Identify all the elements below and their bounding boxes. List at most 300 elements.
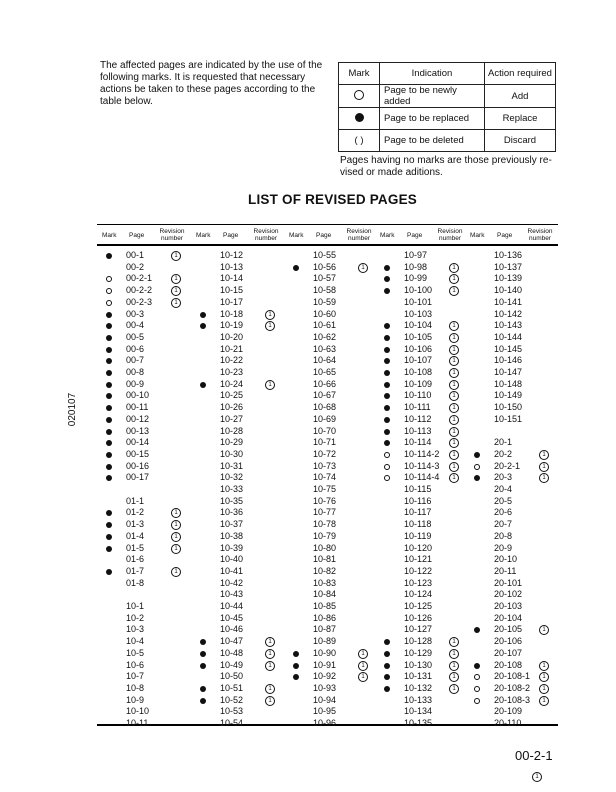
- page-entry: 10-100: [404, 285, 433, 296]
- revision-number: 1: [265, 661, 275, 671]
- replace-dot-icon: [474, 663, 480, 669]
- page-entry: 10-57: [313, 273, 337, 284]
- page-entry: 00-2-2: [126, 285, 153, 296]
- page-entry: 10-40: [220, 554, 244, 565]
- page-entry: 10-141: [494, 296, 523, 307]
- page-entry: 20-110: [494, 718, 522, 728]
- revision-number: 1: [171, 520, 181, 530]
- page-entry: 10-122: [404, 565, 433, 576]
- replace-dot-icon: [384, 358, 390, 364]
- revision-number: 1: [449, 684, 459, 694]
- replace-dot-icon: [200, 651, 206, 657]
- revision-number: 1: [539, 696, 549, 706]
- revision-number: 1: [265, 310, 275, 320]
- page-entry: 10-94: [313, 694, 337, 705]
- revision-number: 1: [539, 450, 549, 460]
- page-entry: 10-45: [220, 612, 244, 623]
- replace-dot-icon: [384, 276, 390, 282]
- page-entry: 00-12: [126, 413, 150, 424]
- page-entry: 10-68: [313, 402, 337, 413]
- added-ring-icon: [474, 674, 480, 680]
- page-entry: 10-136: [494, 250, 523, 260]
- page-entry: 10-146: [494, 355, 523, 366]
- page-entry: 10-84: [313, 589, 337, 600]
- page-entry: 10-56: [313, 261, 337, 272]
- page-entry: 10-110: [404, 390, 432, 401]
- page-entry: 00-7: [126, 355, 145, 366]
- page-entry: 10-104: [404, 320, 433, 331]
- page-entry: 10-42: [220, 577, 244, 588]
- page-entry: 10-92: [313, 671, 337, 682]
- page-entry: 10-87: [313, 624, 337, 635]
- page-entry: 10-30: [220, 448, 244, 459]
- marks-row-replace: [339, 108, 556, 130]
- revision-number: 1: [449, 672, 459, 682]
- added-ring-icon: [106, 288, 112, 294]
- revision-number: 1: [539, 684, 549, 694]
- page-entry: 10-44: [220, 601, 244, 611]
- page-entry: 20-106: [494, 636, 523, 647]
- replace-dot-icon: [106, 464, 112, 470]
- page-entry: 10-62: [313, 331, 337, 342]
- page-entry: 10-22: [220, 355, 244, 366]
- page-entry: 10-28: [220, 425, 244, 436]
- revision-number: 1: [449, 661, 459, 671]
- revision-number: 1: [449, 637, 459, 647]
- page-entry: 01-7: [126, 565, 145, 576]
- page-entry: 10-150: [494, 402, 523, 413]
- replace-dot-icon: [106, 429, 112, 435]
- column-header-mark: Mark: [102, 232, 117, 239]
- page-entry: 10-85: [313, 601, 337, 611]
- revision-number: 1: [449, 345, 459, 355]
- page-entry: 10-41: [220, 565, 244, 576]
- page-entry: 10-31: [220, 460, 244, 471]
- page-entry: 20-109: [494, 706, 523, 717]
- page-entry: 10-119: [404, 530, 432, 541]
- replace-dot-icon: [384, 405, 390, 411]
- revision-number: 1: [171, 508, 181, 518]
- page-entry: 10-95: [313, 706, 337, 717]
- page-entry: 10-4: [126, 636, 145, 647]
- page-entry: 10-140: [494, 285, 523, 296]
- page-entry: 10-73: [313, 460, 337, 471]
- page-entry: 10-61: [313, 320, 337, 331]
- replace-dot-icon: [106, 347, 112, 353]
- page-entry: 10-114-4: [404, 472, 440, 483]
- page-entry: 10-112: [404, 413, 432, 424]
- action-add: Add: [485, 85, 556, 108]
- column-header-mark: Mark: [470, 232, 485, 239]
- page-entry: 10-90: [313, 647, 337, 658]
- page-entry: 20-2-1: [494, 460, 521, 471]
- replace-dot-icon: [106, 253, 112, 259]
- replace-dot-icon: [106, 358, 112, 364]
- column-header-revision: Revision number: [437, 228, 463, 242]
- revision-number: 1: [449, 438, 459, 448]
- column-header-revision: Revision number: [346, 228, 372, 242]
- page-entry: 10-67: [313, 390, 337, 401]
- page-entry: 00-4: [126, 320, 145, 331]
- page-entry: 20-103: [494, 601, 523, 611]
- page-entry: 00-3: [126, 308, 145, 319]
- page-entry: 10-114-2: [404, 448, 440, 459]
- replace-dot-icon: [106, 510, 112, 516]
- page-entry: 10-52: [220, 694, 244, 705]
- page-entry: 10-128: [404, 636, 433, 647]
- column-header-page: Page: [316, 232, 332, 239]
- indication-header: Indication: [380, 63, 485, 85]
- revision-number: 1: [171, 251, 181, 261]
- revision-number: 1: [358, 263, 368, 273]
- page-entry: 10-19: [220, 320, 244, 331]
- page-entry: 10-115: [404, 484, 432, 494]
- page-entry: 10-10: [126, 706, 150, 717]
- page-entry: 10-145: [494, 343, 523, 354]
- page-entry: 10-126: [404, 612, 433, 623]
- revision-number: 1: [171, 286, 181, 296]
- revision-number: 1: [358, 661, 368, 671]
- page-entry: 10-3: [126, 624, 145, 635]
- action-header: Action required: [485, 63, 556, 85]
- page-entry: 01-2: [126, 507, 145, 518]
- replace-dot-icon: [384, 663, 390, 669]
- column-header-mark: Mark: [289, 232, 304, 239]
- page-entry: 10-137: [494, 261, 523, 272]
- revision-number: 1: [265, 649, 275, 659]
- replace-dot-icon: [293, 674, 299, 680]
- revision-number: 1: [449, 380, 459, 390]
- page-entry: 10-130: [404, 659, 433, 670]
- page-entry: 10-147: [494, 367, 523, 377]
- table-header-rule: [97, 244, 558, 246]
- page-entry: 10-101: [404, 296, 433, 307]
- page-entry: 10-12: [220, 250, 244, 260]
- column-header-revision: Revision number: [253, 228, 279, 242]
- page-entry: 10-46: [220, 624, 244, 635]
- page-entry: 10-131: [404, 671, 433, 682]
- page-entry: 00-2-1: [126, 273, 153, 284]
- page-entry: 00-14: [126, 437, 150, 448]
- page-entry: 20-11: [494, 565, 517, 576]
- replace-dot-icon: [474, 475, 480, 481]
- mark-header: Mark: [339, 63, 380, 85]
- page-entry: 10-83: [313, 577, 337, 588]
- replace-dot-icon: [384, 265, 390, 271]
- replace-dot-icon: [384, 639, 390, 645]
- page-entry: 10-11: [126, 718, 149, 728]
- page-entry: 10-113: [404, 425, 432, 436]
- replace-dot-icon: [106, 546, 112, 552]
- page-entry: 10-32: [220, 472, 244, 483]
- page-entry: 10-106: [404, 343, 433, 354]
- page-entry: 20-102: [494, 589, 523, 600]
- page-entry: 10-107: [404, 355, 433, 366]
- page-entry: 10-129: [404, 647, 433, 658]
- page-entry: 10-135: [404, 718, 433, 728]
- page-entry: 20-108-2: [494, 682, 531, 693]
- page-entry: 10-23: [220, 367, 244, 377]
- page-entry: 10-142: [494, 308, 523, 319]
- replace-dot-icon: [293, 651, 299, 657]
- revision-number: 1: [171, 532, 181, 542]
- page-entry: 10-65: [313, 367, 337, 377]
- revision-number: 1: [265, 380, 275, 390]
- page-entry: 20-4: [494, 484, 513, 494]
- page-entry: 10-132: [404, 682, 433, 693]
- revision-number: 1: [449, 333, 459, 343]
- page-entry: 20-10: [494, 554, 518, 565]
- revision-number: 1: [449, 473, 459, 483]
- page-entry: 10-36: [220, 507, 244, 518]
- page-entry: 10-89: [313, 636, 337, 647]
- page-entry: 20-2: [494, 448, 513, 459]
- column-header-mark: Mark: [196, 232, 211, 239]
- page-title: LIST OF REVISED PAGES: [248, 192, 417, 207]
- revision-number: 1: [265, 321, 275, 331]
- page-entry: 10-81: [313, 554, 337, 565]
- page-entry: 10-50: [220, 671, 244, 682]
- action-replace: Replace: [485, 108, 556, 130]
- page-entry: 10-37: [220, 519, 244, 530]
- replace-dot-icon: [293, 663, 299, 669]
- page-entry: 10-98: [404, 261, 428, 272]
- replace-dot-icon: [384, 288, 390, 294]
- page-entry: 10-75: [313, 484, 337, 494]
- page-entry: 20-8: [494, 530, 513, 541]
- replace-dot-icon: [106, 475, 112, 481]
- replace-dot-icon: [384, 323, 390, 329]
- revision-number: 1: [449, 356, 459, 366]
- page-entry: 00-9: [126, 378, 145, 389]
- column-header-page: Page: [407, 232, 423, 239]
- page-entry: 10-96: [313, 718, 337, 728]
- page-entry: 00-15: [126, 448, 150, 459]
- page-entry: 10-78: [313, 519, 337, 530]
- page-entry: 10-74: [313, 472, 337, 483]
- revision-number: 1: [539, 473, 549, 483]
- revision-number: 1: [539, 672, 549, 682]
- footer-revision-circle: 1: [532, 772, 542, 782]
- marks-row-add: [339, 85, 556, 108]
- replace-dot-icon: [200, 663, 206, 669]
- page-entry: 00-10: [126, 390, 150, 401]
- page-entry: 00-11: [126, 402, 149, 413]
- page-entry: 00-5: [126, 331, 145, 342]
- revision-number: 1: [171, 274, 181, 284]
- added-ring-icon: [384, 475, 390, 481]
- page-entry: 10-64: [313, 355, 337, 366]
- replace-dot-icon: [384, 440, 390, 446]
- page-entry: 10-117: [404, 507, 432, 518]
- page-entry: 00-2-3: [126, 296, 153, 307]
- replace-dot-icon: [106, 417, 112, 423]
- replace-dot-icon: [200, 323, 206, 329]
- revision-number: 1: [171, 298, 181, 308]
- table-top-rule: [97, 224, 558, 225]
- page-entry: 10-86: [313, 612, 337, 623]
- page-entry: 10-49: [220, 659, 244, 670]
- revision-number: 1: [539, 462, 549, 472]
- revision-number: 1: [449, 286, 459, 296]
- page-entry: 10-60: [313, 308, 337, 319]
- indication-add: Page to be newly added: [380, 85, 485, 108]
- page-entry: 10-26: [220, 402, 244, 413]
- page-entry: 10-55: [313, 250, 337, 260]
- page-entry: 10-79: [313, 530, 337, 541]
- page-entry: 10-53: [220, 706, 244, 717]
- replace-dot-icon: [384, 429, 390, 435]
- page-entry: 00-1: [126, 250, 145, 260]
- page-entry: 10-63: [313, 343, 337, 354]
- page-entry: 10-134: [404, 706, 433, 717]
- revision-number: 1: [449, 415, 459, 425]
- replace-dot-icon: [106, 405, 112, 411]
- added-ring-icon: [474, 698, 480, 704]
- page-entry: 10-24: [220, 378, 244, 389]
- action-delete: Discard: [485, 130, 556, 152]
- replace-dot-icon: [384, 382, 390, 388]
- page-entry: 01-8: [126, 577, 145, 588]
- page-entry: 10-97: [404, 250, 428, 260]
- page-entry: 01-5: [126, 542, 145, 553]
- revision-number: 1: [449, 368, 459, 378]
- replace-dot-icon: [200, 686, 206, 692]
- replace-dot-icon: [200, 312, 206, 318]
- indication-replace: Page to be replaced: [380, 108, 485, 130]
- replace-dot-icon: [106, 382, 112, 388]
- replace-dot-icon: [474, 627, 480, 633]
- page-entry: 20-1: [494, 437, 513, 448]
- revision-number: 1: [449, 391, 459, 401]
- paren-mark: ( ): [339, 130, 380, 152]
- revision-number: 1: [265, 637, 275, 647]
- page-entry: 10-80: [313, 542, 337, 553]
- replace-dot-icon: [384, 686, 390, 692]
- marks-legend-table: [338, 62, 556, 152]
- page-entry: 10-15: [220, 285, 244, 296]
- page-entry: 10-29: [220, 437, 244, 448]
- ring-mark-icon: [339, 85, 380, 108]
- replace-dot-icon: [384, 393, 390, 399]
- page-entry: 10-27: [220, 413, 244, 424]
- replace-dot-icon: [106, 323, 112, 329]
- page-entry: 10-109: [404, 378, 433, 389]
- footer-page-number: 00-2-1: [515, 748, 553, 763]
- page-entry: 10-148: [494, 378, 523, 389]
- page-entry: 10-25: [220, 390, 244, 401]
- page-entry: 10-77: [313, 507, 337, 518]
- replace-dot-icon: [200, 698, 206, 704]
- note-text: Pages having no marks are those previously re-vised or made aditions.: [340, 155, 552, 178]
- page-entry: 10-82: [313, 565, 337, 576]
- page-entry: 20-5: [494, 495, 513, 506]
- page-entry: 20-108: [494, 659, 523, 670]
- added-ring-icon: [384, 452, 390, 458]
- marks-header-row: [339, 63, 556, 85]
- column-header-page: Page: [223, 232, 239, 239]
- page-entry: 10-5: [126, 647, 145, 658]
- side-code: 020107: [67, 392, 79, 427]
- revision-number: 1: [358, 672, 368, 682]
- page-entry: 10-127: [404, 624, 433, 635]
- revision-number: 1: [358, 649, 368, 659]
- page-entry: 10-69: [313, 413, 337, 424]
- page-entry: 20-7: [494, 519, 513, 530]
- page-entry: 10-39: [220, 542, 244, 553]
- revision-number: 1: [265, 696, 275, 706]
- page-entry: 10-38: [220, 530, 244, 541]
- column-header-page: Page: [129, 232, 145, 239]
- page-entry: 10-9: [126, 694, 145, 705]
- added-ring-icon: [474, 464, 480, 470]
- page-entry: 10-91: [313, 659, 337, 670]
- added-ring-icon: [106, 300, 112, 306]
- replace-dot-icon: [106, 370, 112, 376]
- replace-dot-icon: [106, 312, 112, 318]
- replace-dot-icon: [200, 639, 206, 645]
- replace-dot-icon: [384, 651, 390, 657]
- page-entry: 20-9: [494, 542, 513, 553]
- replace-dot-icon: [106, 393, 112, 399]
- revision-number: 1: [449, 403, 459, 413]
- page-entry: 10-114: [404, 437, 432, 448]
- page-entry: 00-8: [126, 367, 145, 377]
- page-entry: 10-151: [494, 413, 523, 424]
- marks-row-delete: [339, 130, 556, 152]
- intro-text: The affected pages are indicated by the use of the following marks. It is requested that necessary actions be taken to these pages according to the table below.: [100, 60, 323, 107]
- page-entry: 10-18: [220, 308, 244, 319]
- revision-number: 1: [171, 544, 181, 554]
- revision-number: 1: [449, 321, 459, 331]
- replace-dot-icon: [384, 674, 390, 680]
- page-entry: 01-4: [126, 530, 145, 541]
- page-entry: 10-108: [404, 367, 433, 377]
- revision-number: 1: [539, 661, 549, 671]
- page-entry: 10-71: [313, 437, 337, 448]
- page-entry: 10-43: [220, 589, 244, 600]
- replace-dot-icon: [384, 370, 390, 376]
- added-ring-icon: [106, 276, 112, 282]
- replace-dot-icon: [384, 347, 390, 353]
- page-entry: 10-47: [220, 636, 244, 647]
- page-entry: 10-118: [404, 519, 432, 530]
- revision-number: 1: [449, 450, 459, 460]
- dot-mark-icon: [339, 108, 380, 130]
- page-entry: 10-70: [313, 425, 337, 436]
- page-entry: 01-3: [126, 519, 145, 530]
- page-entry: 00-17: [126, 472, 150, 483]
- page-entry: 10-7: [126, 671, 145, 682]
- page-entry: 10-48: [220, 647, 244, 658]
- column-header-mark: Mark: [380, 232, 395, 239]
- page-entry: 10-99: [404, 273, 428, 284]
- replace-dot-icon: [384, 417, 390, 423]
- page-entry: 10-20: [220, 331, 244, 342]
- column-header-revision: Revision number: [527, 228, 553, 242]
- page-entry: 20-107: [494, 647, 523, 658]
- page-entry: 20-3: [494, 472, 513, 483]
- added-ring-icon: [384, 464, 390, 470]
- page-entry: 10-72: [313, 448, 337, 459]
- page-entry: 01-6: [126, 554, 145, 565]
- replace-dot-icon: [106, 335, 112, 341]
- page-entry: 10-2: [126, 612, 145, 623]
- page-entry: 10-93: [313, 682, 337, 693]
- added-ring-icon: [474, 686, 480, 692]
- page-entry: 10-58: [313, 285, 337, 296]
- column-header-revision: Revision number: [159, 228, 185, 242]
